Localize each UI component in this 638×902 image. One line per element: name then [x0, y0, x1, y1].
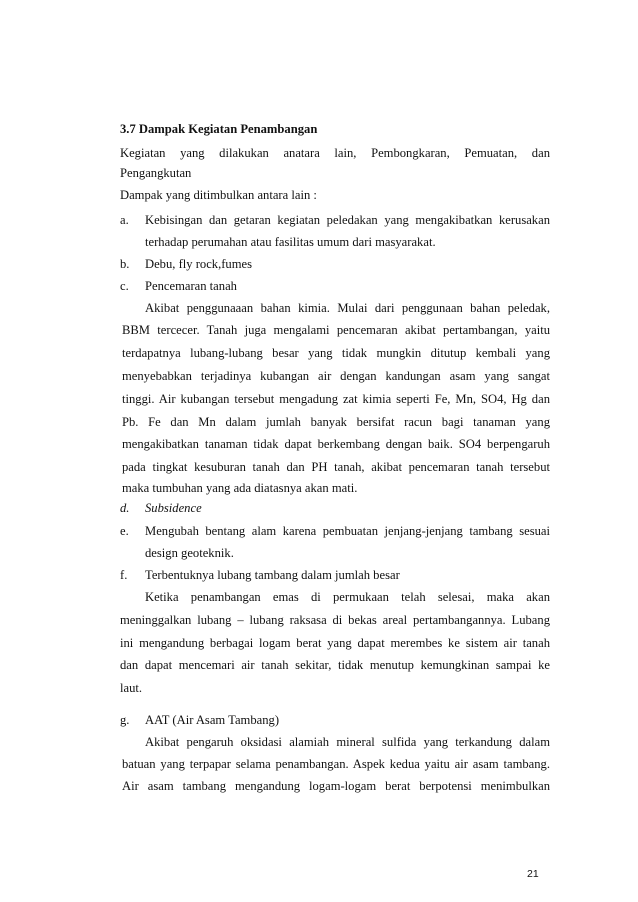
item-g-paragraph-line: Air asam tambang mengandung logam-logam berat berpotensi menimbulkan [122, 779, 550, 793]
item-f-paragraph-line: meninggalkan lubang – lubang raksasa di bekas areal pertambangannya. Lubang [120, 613, 550, 627]
item-d-text: Subsidence [145, 501, 202, 515]
item-c-paragraph-line: pada tingkat kesuburan tanah dan PH tanah, akibat pencemaran tanah tersebut [122, 460, 550, 474]
item-g-paragraph-line: Akibat pengaruh oksidasi alamiah mineral sulfida yang terkandung dalam [145, 735, 550, 749]
section-heading: 3.7 Dampak Kegiatan Penambangan [120, 122, 318, 136]
item-g-marker: g. [120, 713, 130, 727]
item-b-text: Debu, fly rock,fumes [145, 257, 253, 271]
intro-line-3: Dampak yang ditimbulkan antara lain : [120, 188, 317, 202]
item-c-paragraph-line: Akibat penggunaaan bahan kimia. Mulai dari penggunaan bahan peledak, [145, 301, 550, 315]
item-f-paragraph-line: dan dapat mencemari air tanah sekitar, tidak menutup kemungkinan sampai ke [120, 658, 550, 672]
item-g-paragraph-line: batuan yang terpapar selama penambangan. Aspek kedua yaitu air asam tambang. [122, 757, 550, 771]
item-e-marker: e. [120, 524, 129, 538]
item-c-paragraph-line: tinggi. Air kubangan tersebut mengadung zat kimia seperti Fe, Mn, SO4, Hg dan [122, 392, 550, 406]
item-c-paragraph-line: terdapatnya lubang-lubang besar yang tidak mungkin ditutup kembali yang [122, 346, 550, 360]
item-c-paragraph-line: maka tumbuhan yang ada diatasnya akan mati. [122, 481, 358, 495]
intro-line-1: Kegiatan yang dilakukan anatara lain, Pembongkaran, Pemuatan, dan [120, 146, 550, 160]
item-b-marker: b. [120, 257, 130, 271]
item-a-line-1: Kebisingan dan getaran kegiatan peledakan yang mengakibatkan kerusakan [145, 213, 550, 227]
item-f-marker: f. [120, 568, 128, 582]
page-number: 21 [527, 868, 539, 880]
item-f-paragraph-line: ini mengandung berbagai logam berat yang dapat merembes ke sistem air tanah [120, 636, 550, 650]
item-c-paragraph-line: BBM tercecer. Tanah juga mengalami pencemaran akibat pertambangan, yaitu [122, 323, 550, 337]
item-c-paragraph-line: menyebabkan terjadinya kubangan air dengan kandungan asam yang sangat [122, 369, 550, 383]
item-f-text: Terbentuknya lubang tambang dalam jumlah besar [145, 568, 400, 582]
item-a-line-2: terhadap perumahan atau fasilitas umum dari masyarakat. [145, 235, 436, 249]
item-e-line-2: design geoteknik. [145, 546, 234, 560]
item-c-paragraph-line: mengakibatkan tanaman tidak dapat berkembang dengan baik. SO4 berpengaruh [122, 437, 550, 451]
item-a-marker: a. [120, 213, 129, 227]
item-c-marker: c. [120, 279, 129, 293]
item-c-text: Pencemaran tanah [145, 279, 237, 293]
item-e-line-1: Mengubah bentang alam karena pembuatan jenjang-jenjang tambang sesuai [145, 524, 550, 538]
item-f-paragraph-line: laut. [120, 681, 143, 695]
intro-line-2: Pengangkutan [120, 166, 192, 180]
item-f-paragraph-line: Ketika penambangan emas di permukaan telah selesai, maka akan [145, 590, 550, 604]
item-d-marker: d. [120, 501, 130, 515]
item-c-paragraph-line: Pb. Fe dan Mn dalam jumlah banyak bersifat racun bagi tanaman yang [122, 415, 550, 429]
item-g-text: AAT (Air Asam Tambang) [145, 713, 280, 727]
